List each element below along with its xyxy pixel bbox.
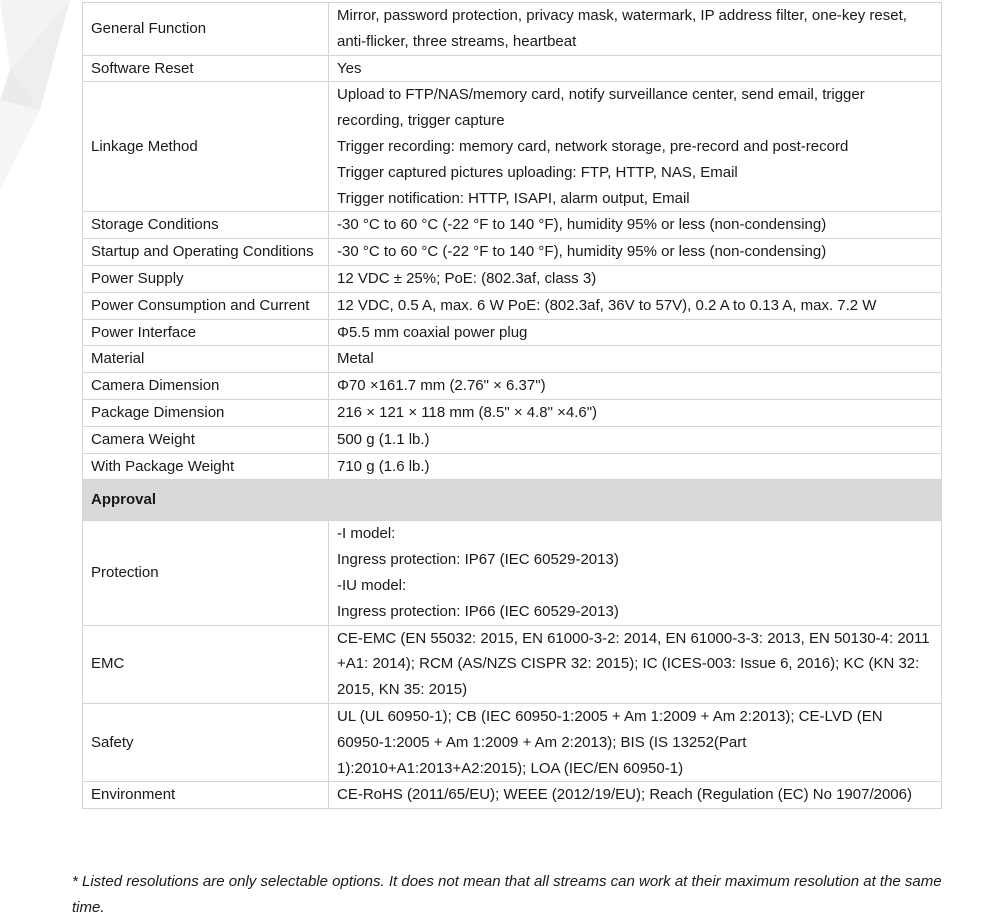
spec-value-line: 12 VDC, 0.5 A, max. 6 W PoE: (802.3af, 36V to 57V), 0.2 A to 0.13 A, max. 7.2 W bbox=[337, 296, 877, 314]
spec-value bbox=[329, 55, 942, 82]
spec-row bbox=[83, 3, 942, 56]
spec-label: Protection bbox=[83, 521, 329, 625]
spec-value-line: CE-RoHS (2011/65/EU); WEEE (2012/19/EU); Reach (Regulation (EC) No 1907/2006) bbox=[337, 786, 912, 804]
spec-label: Startup and Operating Conditions bbox=[83, 239, 329, 266]
spec-row bbox=[83, 453, 942, 480]
spec-row bbox=[83, 521, 942, 625]
spec-value-line: Upload to FTP/NAS/memory card, notify surveillance center, send email, trigger recording, trigger capture bbox=[337, 86, 865, 130]
spec-value-line: CE-EMC (EN 55032: 2015, EN 61000-3-2: 2014, EN 61000-3-3: 2013, EN 50130-4: 2011 +A1: 2014); RCM (AS/NZS CISPR 32: 2015); IC (ICES-003: Issue 6, 2016); KC (KN 32: 2015, KN 35: 2015) bbox=[337, 629, 930, 699]
section-header-row bbox=[83, 480, 942, 521]
spec-row bbox=[83, 55, 942, 82]
spec-value-line: 500 g (1.1 lb.) bbox=[337, 430, 430, 448]
spec-label: Power Interface bbox=[83, 319, 329, 346]
spec-row bbox=[83, 319, 942, 346]
spec-label: EMC bbox=[83, 625, 329, 703]
spec-value-line: UL (UL 60950-1); CB (IEC 60950-1:2005 + Am 1:2009 + Am 2:2013); CE-LVD (EN 60950-1:2005 + Am 1:2009 + Am 2:2013); BIS (IS 13252(Part 1):2010+A1:2013+A2:2015); LOA (IEC/EN 60950-1) bbox=[337, 707, 883, 777]
spec-label: With Package Weight bbox=[83, 453, 329, 480]
spec-row bbox=[83, 265, 942, 292]
section-title: Approval bbox=[83, 480, 942, 521]
spec-value bbox=[329, 292, 942, 319]
spec-label: Storage Conditions bbox=[83, 212, 329, 239]
spec-label: Camera Weight bbox=[83, 426, 329, 453]
spec-row bbox=[83, 426, 942, 453]
spec-label: Camera Dimension bbox=[83, 373, 329, 400]
spec-value-line: Ingress protection: IP66 (IEC 60529-2013) bbox=[337, 602, 619, 620]
footnote: * Listed resolutions are only selectable options. It does not mean that all streams can work at their maximum resolution at the same time. bbox=[72, 873, 942, 916]
spec-value bbox=[329, 212, 942, 239]
spec-value-line: Trigger notification: HTTP, ISAPI, alarm output, Email bbox=[337, 189, 690, 207]
specification-table bbox=[82, 2, 942, 809]
spec-label: Environment bbox=[83, 782, 329, 809]
spec-label: Power Supply bbox=[83, 265, 329, 292]
spec-row bbox=[83, 212, 942, 239]
spec-label: Material bbox=[83, 346, 329, 373]
spec-value-line: 216 × 121 × 118 mm (8.5" × 4.8" ×4.6") bbox=[337, 403, 598, 421]
spec-value-line: -I model: bbox=[337, 525, 396, 543]
spec-value-line: Φ70 ×161.7 mm (2.76" × 6.37") bbox=[337, 377, 546, 395]
spec-value bbox=[329, 625, 942, 703]
spec-row bbox=[83, 373, 942, 400]
spec-value bbox=[329, 346, 942, 373]
spec-row bbox=[83, 703, 942, 781]
spec-value bbox=[329, 399, 942, 426]
spec-row bbox=[83, 346, 942, 373]
spec-row bbox=[83, 625, 942, 703]
spec-value-line: 12 VDC ± 25%; PoE: (802.3af, class 3) bbox=[337, 269, 597, 287]
spec-value-line: 710 g (1.6 lb.) bbox=[337, 457, 430, 475]
spec-label: General Function bbox=[83, 3, 329, 56]
spec-value-line: Trigger captured pictures uploading: FTP, HTTP, NAS, Email bbox=[337, 163, 738, 181]
spec-value-line: Mirror, password protection, privacy mask, watermark, IP address filter, one-key reset, anti-flicker, three streams, heartbeat bbox=[337, 7, 907, 50]
spec-value-line: Metal bbox=[337, 350, 374, 368]
spec-row bbox=[83, 82, 942, 212]
spec-value bbox=[329, 265, 942, 292]
spec-value bbox=[329, 3, 942, 56]
spec-value bbox=[329, 82, 942, 212]
spec-label: Power Consumption and Current bbox=[83, 292, 329, 319]
spec-value bbox=[329, 521, 942, 625]
spec-label: Linkage Method bbox=[83, 82, 329, 212]
spec-label: Package Dimension bbox=[83, 399, 329, 426]
spec-row bbox=[83, 399, 942, 426]
spec-value bbox=[329, 426, 942, 453]
spec-value-line: -IU model: bbox=[337, 576, 407, 594]
spec-value-line: Ingress protection: IP67 (IEC 60529-2013) bbox=[337, 551, 619, 569]
spec-value bbox=[329, 373, 942, 400]
spec-row bbox=[83, 782, 942, 809]
spec-value-line: -30 °C to 60 °C (-22 °F to 140 °F), humidity 95% or less (non-condensing) bbox=[337, 216, 827, 234]
spec-value bbox=[329, 703, 942, 781]
spec-label: Software Reset bbox=[83, 55, 329, 82]
spec-label: Safety bbox=[83, 703, 329, 781]
spec-value bbox=[329, 453, 942, 480]
spec-row bbox=[83, 239, 942, 266]
spec-value-line: Trigger recording: memory card, network storage, pre-record and post-record bbox=[337, 137, 849, 155]
specification-table-body bbox=[83, 3, 942, 809]
spec-row bbox=[83, 292, 942, 319]
spec-value-line: Yes bbox=[337, 59, 362, 77]
decorative-watermark-shape bbox=[0, 0, 80, 200]
spec-value-line: Φ5.5 mm coaxial power plug bbox=[337, 323, 528, 341]
spec-value bbox=[329, 239, 942, 266]
spec-value bbox=[329, 319, 942, 346]
spec-value bbox=[329, 782, 942, 809]
spec-value-line: -30 °C to 60 °C (-22 °F to 140 °F), humidity 95% or less (non-condensing) bbox=[337, 243, 827, 261]
